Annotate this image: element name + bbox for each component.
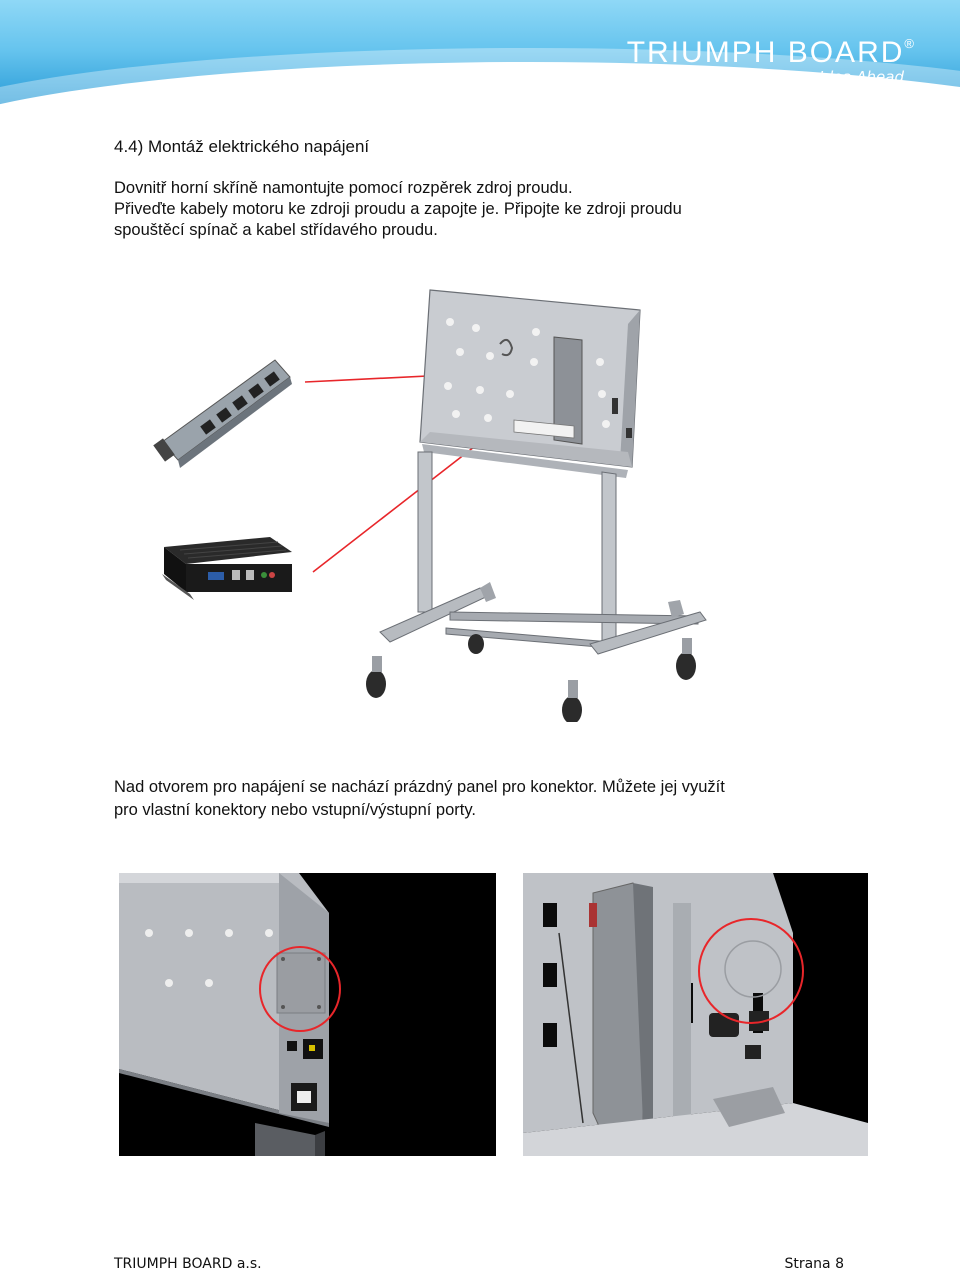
brand-logo (627, 36, 916, 86)
paragraph-line: Přiveďte kabely motoru ke zdroji proudu a zapojte je. Připojte ke zdroji proudu (114, 200, 682, 218)
mini-pc-image (162, 537, 292, 600)
paragraph-line: pro vlastní konektory nebo vstupní/výstupní porty. (114, 801, 476, 819)
instruction-paragraph-1 (114, 178, 814, 241)
paragraph-line: Dovnitř horní skříně namontujte pomocí rozpěrek zdroj proudu. (114, 179, 573, 197)
paragraph-line: Nad otvorem pro napájení se nachází prázdný panel pro konektor. Můžete jej využít (114, 778, 725, 796)
instruction-paragraph-2 (114, 776, 854, 822)
logo-tagline: One Idea Ahead (783, 68, 904, 86)
power-strip-image (153, 360, 292, 468)
cabinet-interior-render (523, 873, 868, 1156)
stand-assembly-illustration (150, 282, 710, 722)
stand-frame-image (366, 290, 706, 722)
section-heading: 4.4) Montáž elektrického napájení (114, 137, 370, 156)
logo-text: TRIUMPH BOARD® (626, 36, 916, 69)
header-banner (0, 0, 960, 125)
connector-panel-render (119, 873, 496, 1156)
footer-page-number: Strana 8 (784, 1256, 844, 1272)
registered-mark: ® (904, 36, 916, 51)
connector-panel-photo (119, 873, 496, 1156)
cabinet-interior-photo (523, 873, 868, 1156)
paragraph-line: spouštěcí spínač a kabel střídavého proudu. (114, 221, 438, 239)
footer-company: TRIUMPH BOARD a.s. (114, 1256, 262, 1272)
